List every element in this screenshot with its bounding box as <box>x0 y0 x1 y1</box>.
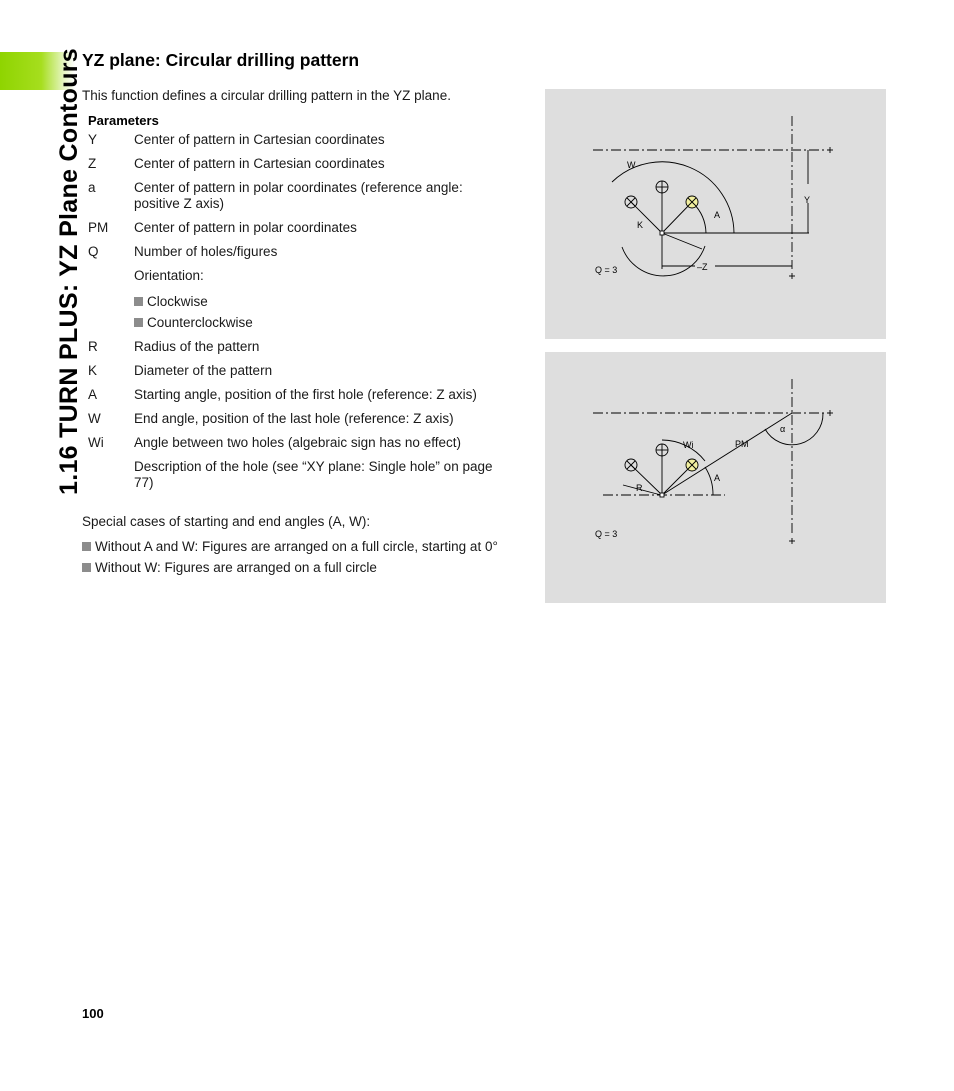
start-angle-arc-a <box>705 467 713 495</box>
special-case-item <box>82 560 377 575</box>
diameter-arc-k <box>622 246 705 276</box>
param-desc: Center of pattern in Cartesian coordinates <box>134 156 385 171</box>
param-desc: Orientation: <box>134 268 204 283</box>
figure-cartesian-diagram <box>545 89 886 339</box>
label-alpha: α <box>780 424 786 434</box>
page-number: 100 <box>82 1006 104 1021</box>
section-heading: YZ plane: Circular drilling pattern <box>82 50 360 70</box>
orientation-label: Counterclockwise <box>147 315 253 330</box>
param-key: Q <box>88 244 99 259</box>
param-desc: Radius of the pattern <box>134 339 260 354</box>
param-desc: Description of the hole (see “XY plane: Single hole” on page 77) <box>134 459 493 490</box>
label-wi: Wi <box>683 440 694 450</box>
special-case-text: Without W: Figures are arranged on a full circle <box>95 560 377 575</box>
orientation-option-counterclockwise <box>134 315 253 330</box>
special-case-text: Without A and W: Figures are arranged on a full circle, starting at 0° <box>95 539 498 554</box>
orientation-label: Clockwise <box>147 294 208 309</box>
figure-polar-diagram <box>545 352 886 603</box>
label-q: Q = 3 <box>595 265 618 275</box>
bullet-square <box>134 318 143 327</box>
bullet-square <box>82 563 91 572</box>
param-desc: Diameter of the pattern <box>134 363 273 378</box>
param-desc: End angle, position of the last hole (reference: Z axis) <box>134 411 454 426</box>
param-desc: Angle between two holes (algebraic sign has no effect) <box>134 435 461 450</box>
polar-pm-line <box>662 413 792 495</box>
param-desc: Center of pattern in Cartesian coordinates <box>134 132 385 147</box>
end-angle-arc-w <box>612 162 734 233</box>
param-desc: Center of pattern in polar coordinates <box>134 220 357 235</box>
param-key: PM <box>88 220 109 235</box>
param-desc: Starting angle, position of the first hole (reference: Z axis) <box>134 387 477 402</box>
label-k: K <box>637 220 644 230</box>
param-key: A <box>88 387 98 402</box>
param-desc: Center of pattern in polar coordinates (reference angle: positive Z axis) <box>134 180 463 211</box>
figure-cartesian-pattern <box>545 89 886 339</box>
label-z: –Z <box>697 262 708 272</box>
parameters-heading: Parameters <box>88 113 159 128</box>
param-key: Z <box>88 156 97 171</box>
pattern-center-point <box>660 231 664 235</box>
param-key: K <box>88 363 98 378</box>
param-key: W <box>88 411 101 426</box>
param-key: Wi <box>88 435 104 450</box>
label-r: R <box>636 483 643 493</box>
label-y: Y <box>804 195 811 205</box>
label-q: Q = 3 <box>595 529 618 539</box>
pattern-center-point <box>660 493 664 497</box>
param-key: Y <box>88 132 98 147</box>
bullet-square <box>134 297 143 306</box>
special-cases-intro: Special cases of starting and end angles (A, W): <box>82 514 371 529</box>
label-w: W <box>627 160 636 170</box>
param-key: R <box>88 339 98 354</box>
chapter-title: 1.16 TURN PLUS: YZ Plane Contours <box>55 47 83 495</box>
radius-line <box>662 233 702 249</box>
orientation-option-clockwise <box>134 294 208 309</box>
special-case-item <box>82 539 498 554</box>
bullet-square <box>82 542 91 551</box>
polar-angle-arc-alpha <box>765 413 823 445</box>
param-key: a <box>88 180 96 195</box>
radius-line <box>662 202 692 233</box>
label-a: A <box>714 473 721 483</box>
figure-polar-pattern <box>545 352 886 603</box>
label-pm: PM <box>735 439 749 449</box>
param-desc: Number of holes/figures <box>134 244 278 259</box>
radius-line <box>631 202 662 233</box>
intro-text: This function defines a circular drilling pattern in the YZ plane. <box>82 88 451 103</box>
label-a: A <box>714 210 721 220</box>
